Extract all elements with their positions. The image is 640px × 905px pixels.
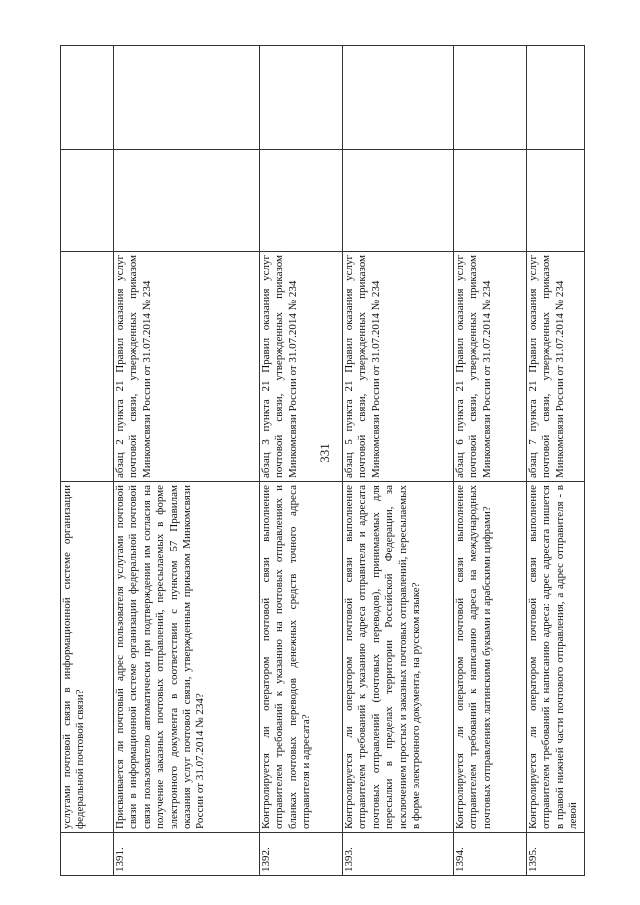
- row-number: 1392.: [260, 833, 343, 876]
- empty-cell: [527, 46, 585, 150]
- empty-cell: [527, 150, 585, 252]
- empty-cell: [114, 46, 260, 150]
- question-text: Контролируется ли оператором почтовой связи выполнение отправителем требований к указанию адреса отправителя и адресата почтовых отправлений (почтовых переводов), принимаемых для пересылки в пределах территории Российской Федерации, за исключением простых и заказных почтовых отправлений, пересылаемых в форме электронного документа, на русском языке?: [343, 482, 454, 833]
- legal-basis: абзац 2 пункта 21 Правил оказания услуг почтовой связи, утвержденных приказом Минкомсвязи России от 31.07.2014 № 234: [114, 252, 260, 482]
- table-row: [343, 46, 454, 876]
- question-text: Контролируется ли оператором почтовой связи выполнение отправителем требований к написанию адреса: адрес адресата пишется в правой нижней части почтового отправления, а адрес отправителя - в левой: [527, 482, 585, 833]
- question-text: Контролируется ли оператором почтовой связи выполнение отправителем требований к написанию адреса на международных почтовых отправлениях латинскими буквами и арабскими цифрами?: [454, 482, 527, 833]
- table-row: [114, 46, 260, 876]
- table-row: [527, 46, 585, 876]
- question-text: Присваивается ли почтовый адрес пользователя услугами почтовой связи в информационной системе организации федеральной почтовой связи пользователю автоматически при подтверждении им согласия на получение заказных почтовых отправлений, пересылаемых в форме электронного документа в соответствии с пунктом 57 Правилам оказания услуг почтовой связи, утвержденным приказом Минкомсвязи России от 31.07.2014 № 234?: [114, 482, 260, 833]
- row-number: 1395.: [527, 833, 585, 876]
- legal-basis: абзац 5 пункта 21 Правил оказания услуг почтовой связи, утвержденных приказом Минкомсвязи России от 31.07.2014 № 234: [343, 252, 454, 482]
- empty-cell: [343, 46, 454, 150]
- question-text: Контролируется ли оператором почтовой связи выполнение отправителем требований к указанию на почтовых отправлениях и бланках почтовых переводов денежных средств точного адреса отправителя и адресата?: [260, 482, 343, 833]
- page-number: 331: [317, 443, 332, 463]
- row-number: 1391.: [114, 833, 260, 876]
- legal-basis: абзац 6 пункта 21 Правил оказания услуг почтовой связи, утвержденных приказом Минкомсвязи России от 31.07.2014 № 234: [454, 252, 527, 482]
- table-row: [260, 46, 343, 876]
- table-row: [61, 46, 114, 876]
- requirements-table: [60, 45, 585, 876]
- legal-basis: абзац 7 пункта 21 Правил оказания услуг почтовой связи, утвержденных приказом Минкомсвязи России от 31.07.2014 № 234: [527, 252, 585, 482]
- empty-cell: [61, 150, 114, 252]
- empty-cell: [454, 150, 527, 252]
- empty-cell: [61, 46, 114, 150]
- empty-cell: [454, 46, 527, 150]
- table-row: [454, 46, 527, 876]
- empty-cell: [260, 46, 343, 150]
- legal-basis: [61, 252, 114, 482]
- legal-basis: абзац 3 пункта 21 Правил оказания услуг почтовой связи, утвержденных приказом Минкомсвязи России от 31.07.2014 № 234: [260, 252, 343, 482]
- empty-cell: [260, 150, 343, 252]
- empty-cell: [114, 150, 260, 252]
- rotated-page-content: [60, 81, 580, 876]
- row-number: [61, 833, 114, 876]
- question-text: услугами почтовой связи в информационной системе организации федеральной почтовой связи?: [61, 482, 114, 833]
- row-number: 1393.: [343, 833, 454, 876]
- row-number: 1394.: [454, 833, 527, 876]
- empty-cell: [343, 150, 454, 252]
